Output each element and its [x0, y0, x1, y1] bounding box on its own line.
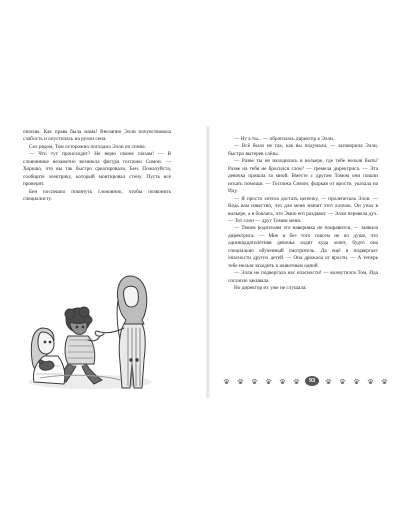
paw-print-icon — [367, 378, 374, 385]
paw-print-icon — [237, 378, 244, 385]
paw-print-icon — [223, 378, 230, 385]
paw-print-icon — [293, 378, 300, 385]
paragraph: — Разве ты не находилась в вольере, где тебе нельзя быть? Разве на тебя не бросился слон? — гремела директриса. — Эта девочка пришла за мной. Вместе с другом Томом они пошли искать помощи. — Госпожа Симон, фыркая от ярости, указала на Иду. — [228, 158, 378, 195]
paragraph: опасны. Как права была мама! Внезапно Элли почувствовала слабость и опустилась на рулон сена. — [23, 129, 171, 143]
right-page-text — [228, 136, 378, 293]
book-spread — [0, 126, 416, 398]
paw-print-icon — [353, 378, 360, 385]
paragraph: Бен поспешил покинуть слоновник, чтобы позвонить специалисту. — [23, 188, 171, 203]
paragraph: — Ну а ты... — обратилась директор к Элли. — [234, 136, 335, 142]
paw-print-icon — [279, 378, 286, 385]
paw-print-icon — [251, 378, 258, 385]
paragraph: — Твоим родителям это наверняка не понравится, — заявила директриса. — Мне и без того совсем не по душе, что одиннадцатилетняя девочка ходит куда хочет, будто она специально обученный смотритель. Да ещё и подвергает опасности других детей. — Она дрожала от ярости. — А теперь тебе нельзя заходить к животным одной. — [228, 225, 378, 269]
paragraph: Но директор их уже не слушала: — [234, 285, 307, 292]
left-page-text — [23, 129, 171, 204]
paragraph: — Я просто хотела достать цепочку, — пролепетала Элли. — Ведь вам известно, что для меня значит этот клочок. Он упал в вольере, а я боялась, что Эмно его раздавит. — Элли перевела дух. — Тот слон — друг Томом меня. — [228, 195, 378, 224]
paragraph: — Что тут происходит? Не верю своим глазам! — В слоновнике незаметно возникла фигура госпожи Симон. — Хорошо, что вы так быстро среагировали, Бен. Пожалуйста, сообщите электрику, который монтировал стену. Пусть всё проверит. — [23, 151, 171, 188]
paw-print-icon — [325, 378, 332, 385]
paragraph: — Элли не подвергала нас опасности! — возмутился Том, Ида согласно закивала. — [228, 270, 378, 284]
children-and-director-illustration — [20, 270, 170, 394]
right-page — [209, 126, 416, 398]
paw-print-icon — [339, 378, 346, 385]
paragraph: — Всё было не так, как вы подумали, — заговорила Элли, быстро вытерев слёзы. — [228, 143, 378, 157]
page-number: 93 — [305, 376, 319, 386]
paw-print-icon — [265, 378, 272, 385]
page-footer — [223, 376, 393, 388]
paragraph: Сел рядом, Том осторожно погладил Элли по спине. — [29, 143, 147, 150]
paw-print-icon — [381, 378, 388, 385]
left-page — [0, 126, 207, 398]
